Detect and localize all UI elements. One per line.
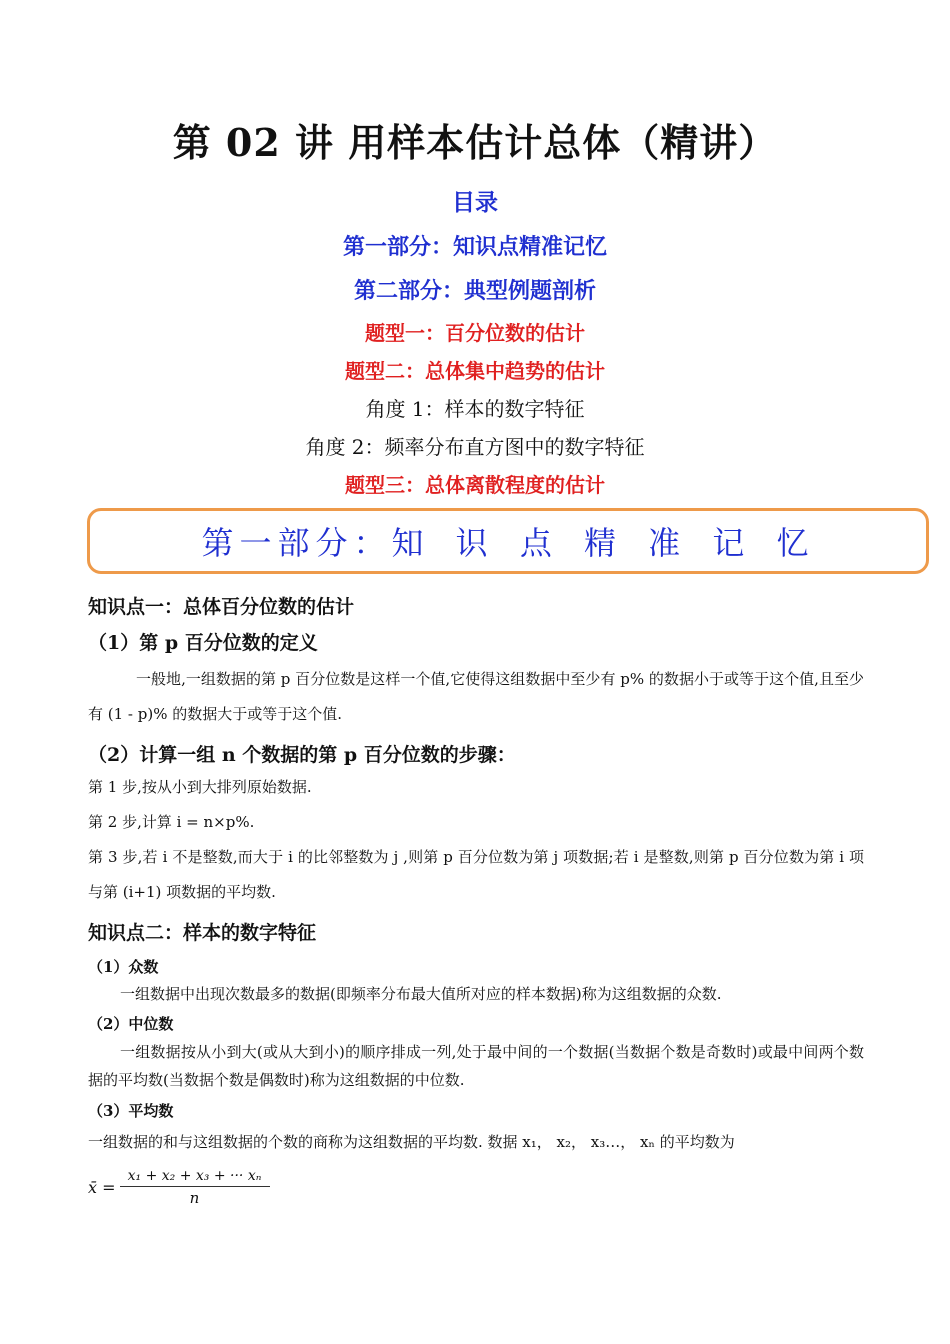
median-text: 一组数据按从小到大(或从大到小)的顺序排成一列,处于最中间的一个数据(当数据个数是奇数时)或最中间两个数据的平均数(当数据个数是偶数时)称为这组数据的中位数. [88, 1043, 864, 1089]
knowledge-1-sub1: （1）第 p 百分位数的定义 [88, 632, 318, 654]
formula-numerator: x₁ + x₂ + x₃ + ··· xₙ [127, 1168, 262, 1184]
mean-formula [88, 1168, 270, 1207]
toc-type2: 题型二：总体集中趋势的估计 [345, 359, 605, 383]
section-banner [87, 508, 929, 574]
toc-part2: 第二部分：典型例题剖析 [353, 278, 596, 304]
formula-denominator: n [189, 1189, 200, 1207]
toc-part1: 第一部分：知识点精准记忆 [342, 234, 607, 260]
mode-heading: （1）众数 [88, 958, 159, 976]
page-title: 第 02 讲 用样本估计总体（精讲） [172, 120, 778, 165]
median-heading: （2）中位数 [88, 1015, 174, 1033]
toc-angle1: 角度 1：样本的数字特征 [365, 397, 585, 421]
fraction-bar [120, 1186, 270, 1187]
mode-text: 一组数据中出现次数最多的数据(即频率分布最大值所对应的样本数据)称为这组数据的众数. [120, 985, 722, 1003]
step-3: 第 3 步,若 i 不是整数,而大于 i 的比邻整数为 j ,则第 p 百分位数为第 j 项数据;若 i 是整数,则第 p 百分位数为第 i 项与第 (i+1) 项数据的平均数. [88, 848, 864, 901]
knowledge-2-heading: 知识点二：样本的数字特征 [88, 922, 317, 944]
mean-heading: （3）平均数 [88, 1102, 174, 1120]
toc-type1: 题型一：百分位数的估计 [365, 321, 585, 345]
knowledge-1-heading: 知识点一：总体百分位数的估计 [88, 596, 355, 618]
knowledge-1-sub2: （2）计算一组 n 个数据的第 p 百分位数的步骤： [88, 744, 516, 766]
toc-type3: 题型三：总体离散程度的估计 [345, 473, 605, 497]
step-2: 第 2 步,计算 i = n×p%. [88, 813, 255, 831]
mean-text: 一组数据的和与这组数据的个数的商称为这组数据的平均数. 数据 x₁， x₂， x₃…， xₙ 的平均数为 [88, 1133, 735, 1151]
formula-lhs: x̄ = [88, 1178, 116, 1197]
banner-text: 第一部分：知 识 点 精 准 记 忆 [201, 524, 815, 562]
step-1: 第 1 步,按从小到大排列原始数据. [88, 778, 312, 796]
toc-heading: 目录 [452, 189, 498, 216]
percentile-definition: 一般地,一组数据的第 p 百分位数是这样一个值,它使得这组数据中至少有 p% 的数据小于或等于这个值,且至少有 (1 - p)% 的数据大于或等于这个值. [88, 670, 864, 723]
toc-angle2: 角度 2：频率分布直方图中的数字特征 [305, 435, 645, 459]
